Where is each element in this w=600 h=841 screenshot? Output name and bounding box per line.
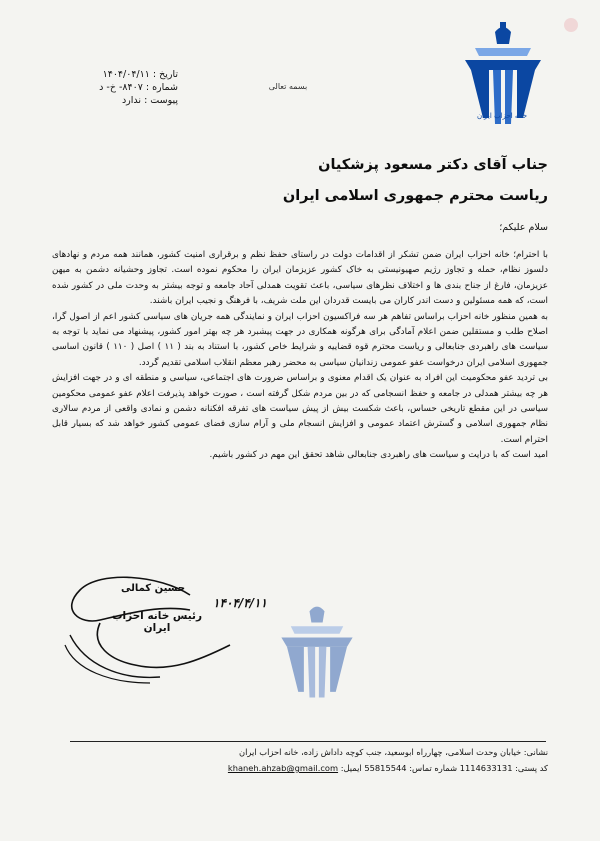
bismillah: بسمه تعالی <box>268 82 308 91</box>
stamp-logo <box>272 600 362 705</box>
footer-divider <box>70 741 546 742</box>
greeting: سلام علیکم؛ <box>499 222 548 233</box>
footer-contact <box>60 760 548 776</box>
attachment-row <box>68 94 178 107</box>
body-paragraph: به همین منظور خانه احزاب براساس تفاهم هر سه فراکسیون احزاب ایران و نمایندگی همه جریان های سیاسی کشور اعم از اصول گرا، اصلاح طلب و مستقلین ضمن اعلام آمادگی برای هرگونه همکاری در جهت پیشبرد هر چه بهتر امور کشور، پیشنهاد می نماید با توجه به سیاست های راهبردی جنابعالی و ریاست محترم قوه قضاییه و شرایط خاص کشور، با استناد به بند ( ۱۱ ) اصل ( ۱۱۰ ) قانون اساسی جمهوری اسلامی ایران درخواست عفو عمومی زندانیان سیاسی به محضر رهبر معظم انقلاب اسلامی تقدیم گردد. <box>52 311 549 368</box>
body-paragraph: بی تردید عفو محکومیت این افراد به عنوان یک اقدام معنوی و براساس ضرورت های اجتماعی، سیاسی و منطقه ای و در جهت افزایش هر چه بیشتر همدلی در جامعه و حفظ انسجامی که در بین مردم شکل گرفته است ، صورت خواهد پذیرفت اعلام عفو عمومی محکومین سیاسی در این مقطع تاریخی حساس، باعث شکست بیش از پیش سیاست های تفرقه افکنانه دشمن و نمادی واقعی از مردم سالاری نظام جمهوری اسلامی و گسترش اعتماد عمومی و افزایش انسجام ملی و آرام سازی فضای عمومی کشور خواهد شد که بسیار قابل احترام است. <box>52 373 548 445</box>
letter-meta <box>68 68 178 107</box>
postal-label: کد پستی: <box>515 763 548 773</box>
letter-footer <box>60 744 548 776</box>
signer-name: حسین کمالی <box>120 583 186 594</box>
attachment-label: پیوست : <box>144 95 178 106</box>
attachment-value: ندارد <box>121 95 142 106</box>
signature-date: ۱۴۰۴/۴/۱۱ <box>213 596 267 610</box>
phone-value: 55815544 <box>364 763 407 773</box>
phone-label: شماره تماس: <box>409 763 458 773</box>
addressee-name: جناب آقای دکتر مسعود پزشکیان <box>318 157 548 173</box>
postal-value: 1114633131 <box>459 763 513 773</box>
email-link[interactable]: khaneh.ahzab@gmail.com <box>227 763 339 773</box>
date-label: تاریخ : <box>152 69 178 80</box>
email-label: ایمیل: <box>340 763 362 773</box>
date-value: ۱۴۰۴/۰۴/۱۱ <box>102 69 150 80</box>
addressee <box>218 150 548 212</box>
footer-address: نشانی: خیابان وحدت اسلامی، چهارراه ابوسعید، جنب کوچه داداش زاده، خانه احزاب ایران <box>239 747 548 757</box>
date-row <box>68 68 178 81</box>
logo-caption: خانه احزاب ایران <box>476 112 528 120</box>
signer-title: رئیس خانه احزاب ایران <box>111 610 203 634</box>
addressee-title: ریاست محترم جمهوری اسلامی ایران <box>282 188 548 204</box>
corner-mark <box>564 18 578 32</box>
number-row <box>68 81 178 94</box>
letter-body <box>52 248 548 464</box>
number-label: شماره : <box>145 82 178 93</box>
body-paragraph: با احترام؛ خانه احزاب ایران ضمن تشکر از اقدامات دولت در راستای حفظ نظم و برقراری امنیت کشور، همانند همه مردم و نهادهای دلسوز نظام، حمله و تجاوز رژیم صهیونیستی به خاک کشور عزیزمان ایران را محکوم نموده است. تجاوز وحشیانه دشمن به میهن عزیزمان، فارغ از جناح بندی ها و اختلاف نظرهای سیاسی، باعث تقویت همدلی آحاد جامعه و توجه بیشتر به وحدت ملی در کشور شده است، که همه مسئولین و دست اندر کاران می بایست قدردان این ملت شریف، با فرهنگ و نجیب ایران باشند. <box>52 250 548 307</box>
number-value: ۸۴۰۷- خ- د <box>99 82 143 93</box>
body-paragraph: امید است که با درایت و سیاست های راهبردی جنابعالی شاهد تحقق این مهم در کشور باشیم. <box>209 450 548 461</box>
